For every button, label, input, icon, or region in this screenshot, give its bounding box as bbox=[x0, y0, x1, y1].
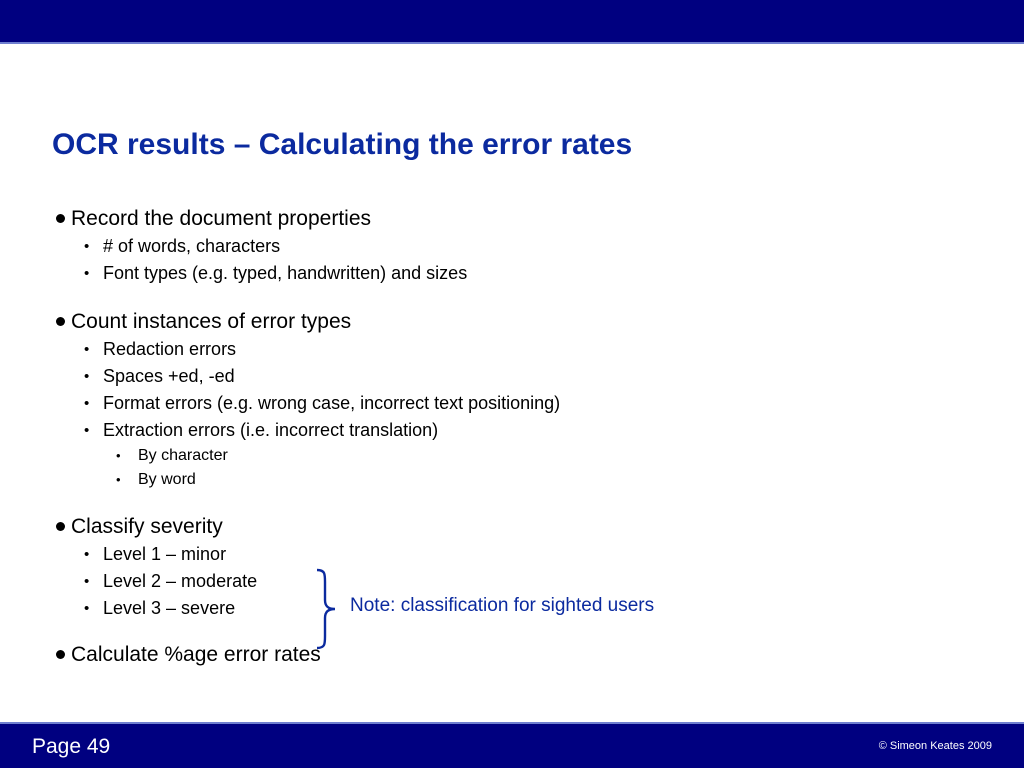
sub-bullet-icon: • bbox=[84, 395, 90, 412]
slide-title: OCR results – Calculating the error rates bbox=[52, 128, 633, 161]
bullet-text: Count instances of error types bbox=[71, 310, 352, 333]
footer-bar bbox=[0, 724, 1024, 768]
sub-bullet-icon: • bbox=[84, 422, 90, 439]
sub-bullet-text: Level 2 – moderate bbox=[103, 571, 258, 591]
sub-bullet bbox=[52, 390, 972, 417]
sub-sub-bullet-text: By word bbox=[138, 471, 196, 488]
sub-bullet-text: Redaction errors bbox=[103, 339, 237, 359]
bullet-icon bbox=[56, 522, 65, 531]
header-divider bbox=[0, 42, 1024, 44]
sub-bullet bbox=[52, 233, 972, 260]
bullet-classify-severity bbox=[52, 512, 972, 541]
page-number: Page 49 bbox=[32, 735, 111, 758]
sub-bullet bbox=[52, 363, 972, 390]
sub-sub-bullet-text: By character bbox=[138, 447, 228, 464]
sub-bullet-icon: • bbox=[84, 573, 90, 590]
bullet-record-properties bbox=[52, 204, 972, 233]
sub-bullet-icon: • bbox=[84, 265, 90, 282]
sub-bullet-text: Format errors (e.g. wrong case, incorrect text positioning) bbox=[103, 393, 561, 413]
sub-bullet-text: Level 1 – minor bbox=[103, 544, 227, 564]
sub-bullet-icon: • bbox=[84, 546, 90, 563]
sub-sub-bullet-icon: • bbox=[116, 472, 121, 487]
sub-bullet-text: Extraction errors (i.e. incorrect translation) bbox=[103, 420, 439, 440]
bullet-text: Record the document properties bbox=[71, 207, 371, 230]
bullet-icon bbox=[56, 650, 65, 659]
bullet-calculate-rates bbox=[52, 640, 972, 669]
sub-bullet bbox=[52, 417, 972, 444]
sub-bullet-text: Level 3 – severe bbox=[103, 598, 236, 618]
sub-bullet-icon: • bbox=[84, 600, 90, 617]
sub-sub-bullet-icon: • bbox=[116, 448, 121, 463]
sub-bullet bbox=[52, 568, 972, 595]
sub-bullet-icon: • bbox=[84, 368, 90, 385]
sub-sub-bullet bbox=[52, 444, 972, 468]
sub-bullet bbox=[52, 336, 972, 363]
severity-note: Note: classification for sighted users bbox=[350, 595, 655, 616]
spacer bbox=[52, 622, 972, 640]
bullet-count-errors bbox=[52, 307, 972, 336]
spacer bbox=[52, 492, 972, 512]
sub-sub-bullet bbox=[52, 468, 972, 492]
bullet-icon bbox=[56, 317, 65, 326]
sub-bullet-text: Spaces +ed, -ed bbox=[103, 366, 235, 386]
sub-bullet bbox=[52, 260, 972, 287]
sub-bullet-text: # of words, characters bbox=[103, 236, 281, 256]
bullet-icon bbox=[56, 214, 65, 223]
header-bar bbox=[0, 0, 1024, 42]
sub-bullet bbox=[52, 541, 972, 568]
copyright-notice: © Simeon Keates 2009 bbox=[878, 740, 992, 752]
spacer bbox=[52, 287, 972, 307]
right-brace-icon bbox=[314, 568, 340, 650]
bullet-text: Classify severity bbox=[71, 515, 223, 538]
sub-bullet-icon: • bbox=[84, 238, 90, 255]
bullet-text: Calculate %age error rates bbox=[71, 643, 321, 666]
sub-bullet-icon: • bbox=[84, 341, 90, 358]
sub-bullet-text: Font types (e.g. typed, handwritten) and sizes bbox=[103, 263, 468, 283]
